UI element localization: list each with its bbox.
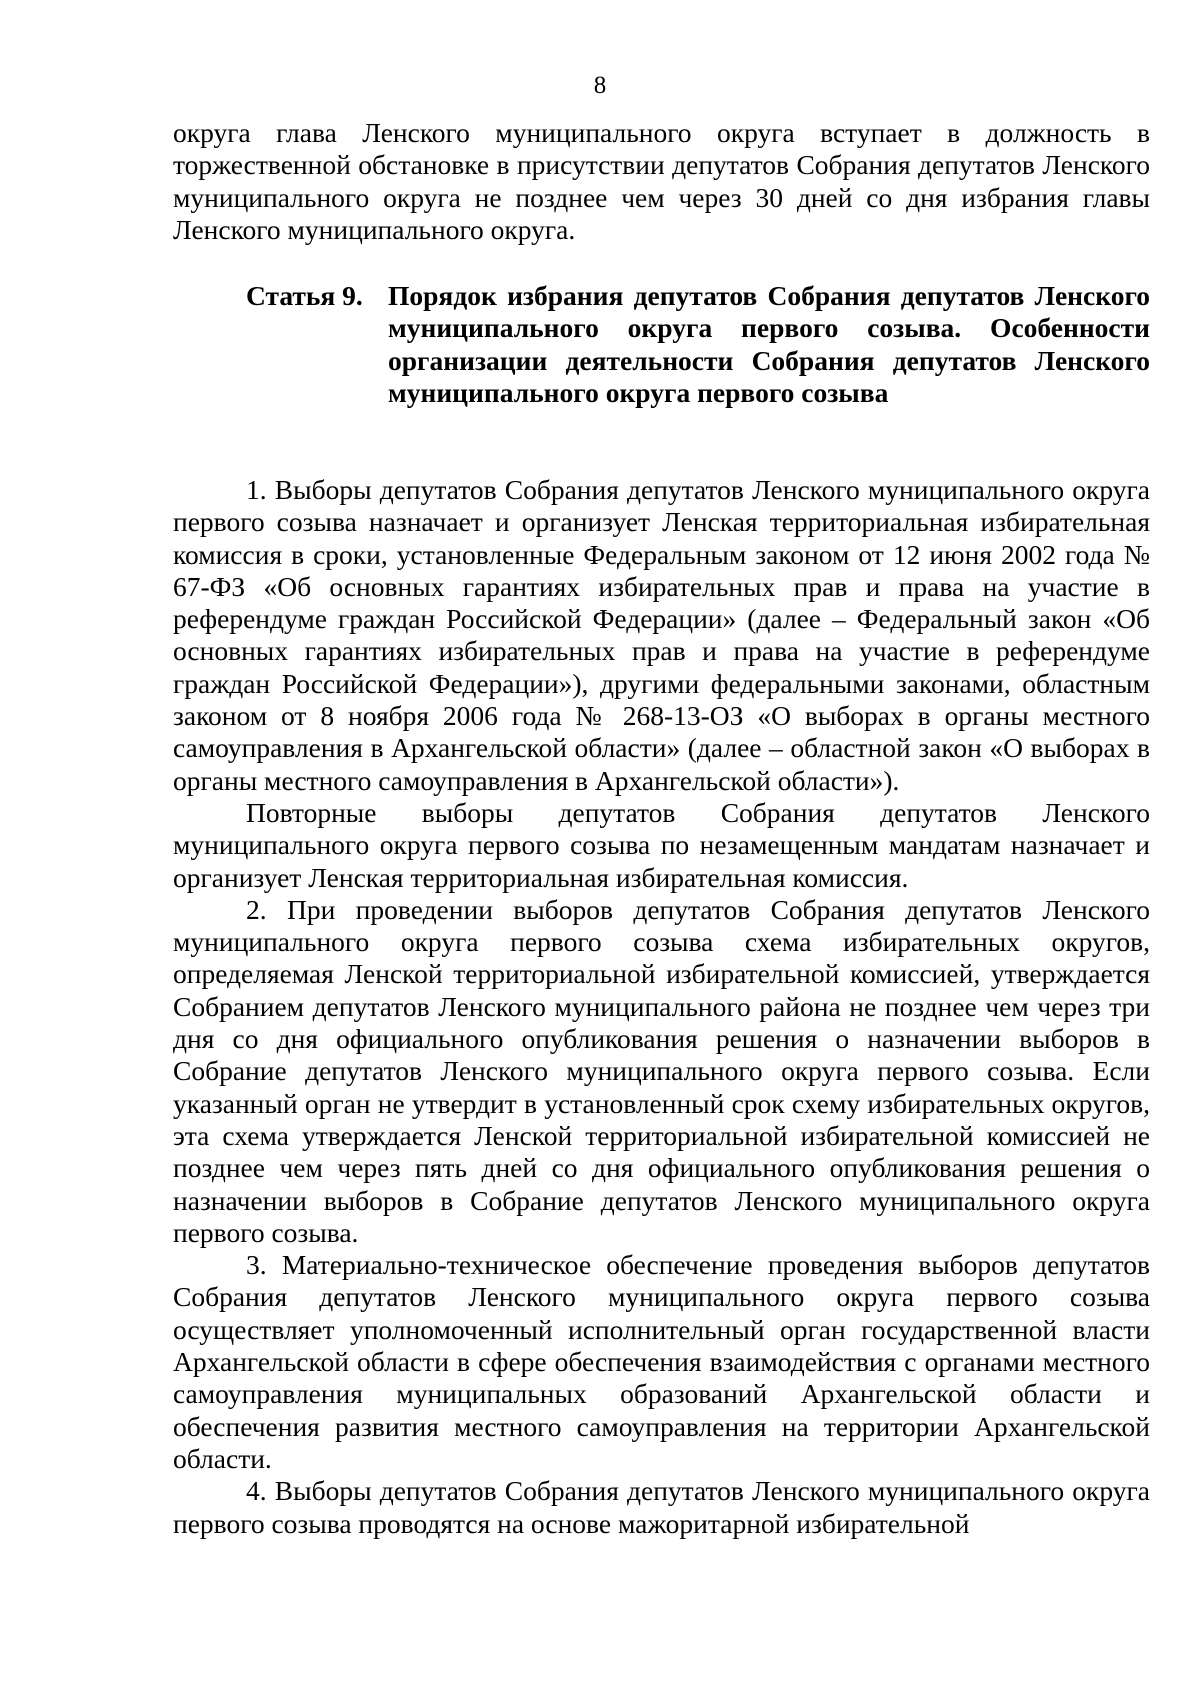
page-number: 8: [593, 72, 607, 99]
article-title: Порядок избрания депутатов Собрания депутатов Ленского муниципального округа первого созыва. Особенности организации деятельности Собрания депутатов Ленского муниципального округа первого созыва: [388, 280, 1150, 408]
paragraph-1: 1. Выборы депутатов Собрания депутатов Ленского муниципального округа первого созыва назначает и организует Ленская территориальная избирательная комиссия в сроки, установленные Федеральным законом от 12 июня 2002 года № 67-ФЗ «Об основных гарантиях избирательных прав и права на участие в референдуме граждан Российской Федерации» (далее – Федеральный закон «Об основных гарантиях избирательных прав и права на участие в референдуме граждан Российской Федерации»), другими федеральными законами, областным законом от 8 ноября 2006 года № 268-13-ОЗ «О выборах в органы местного самоуправления в Архангельской области» (далее – областной закон «О выборах в органы местного самоуправления в Архангельской области»).: [173, 474, 1150, 796]
paragraph-2: 2. При проведении выборов депутатов Собрания депутатов Ленского муниципального округа первого созыва схема избирательных округов, определяемая Ленской территориальной избирательной комиссией, утверждается Собранием депутатов Ленского муниципального района не позднее чем через три дня со дня официального опубликования решения о назначении выборов в Собрание депутатов Ленского муниципального округа первого созыва. Если указанный орган не утвердит в установленный срок схему избирательных округов, эта схема утверждается Ленской территориальной избирательной комиссией не позднее чем через пять дней со дня официального опубликования решения о назначении выборов в Собрание депутатов Ленского муниципального округа первого созыва.: [173, 893, 1150, 1248]
article-number: Статья 9.: [246, 280, 363, 311]
article-heading: [246, 280, 1150, 409]
paragraph-3: 3. Материально-техническое обеспечение проведения выборов депутатов Собрания депутатов Ленского муниципального округа первого созыва осуществляет уполномоченный исполнительный орган государственной власти Архангельской области в сфере обеспечения взаимодействия с органами местного самоуправления муниципальных образований Архангельской области и обеспечения развития местного самоуправления на территории Архангельской области.: [173, 1249, 1150, 1474]
article-body: [173, 474, 1150, 1540]
top-paragraph-block: [173, 117, 1150, 246]
paragraph-4: 4. Выборы депутатов Собрания депутатов Ленского муниципального округа первого созыва проводятся на основе мажоритарной избирательной: [173, 1475, 1150, 1539]
paragraph-continuation: округа глава Ленского муниципального округа вступает в должность в торжественной обстановке в присутствии депутатов Собрания депутатов Ленского муниципального округа не позднее чем через 30 дней со дня избрания главы Ленского муниципального округа.: [173, 117, 1150, 245]
paragraph-1-repeat-elections: Повторные выборы депутатов Собрания депутатов Ленского муниципального округа первого созыва по незамещенным мандатам назначает и организует Ленская территориальная избирательная комиссия.: [173, 796, 1150, 893]
